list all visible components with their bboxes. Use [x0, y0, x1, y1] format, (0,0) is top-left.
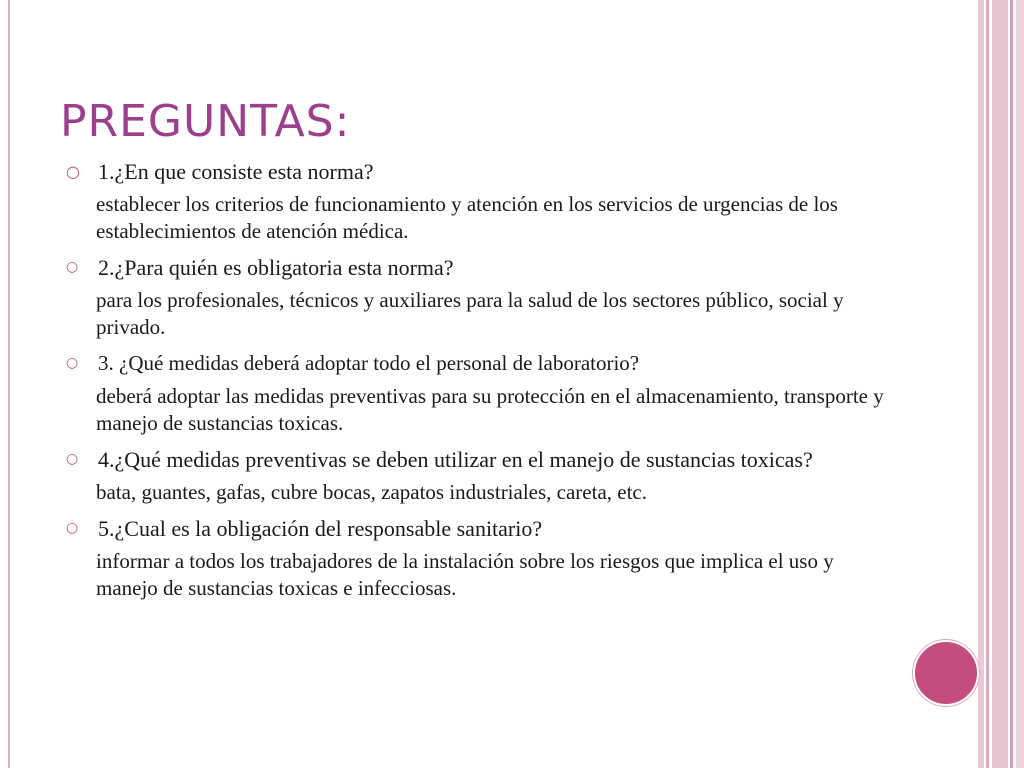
slide-title: PREGUNTAS: — [60, 96, 351, 147]
question-3 — [62, 350, 892, 377]
bullet-circle-icon: ○ — [66, 162, 80, 181]
answer-5: informar a todos los trabajadores de la instalación sobre los riesgos que implica el uso y manejo de sustancias toxicas e infecciosas. — [96, 549, 834, 600]
question-2 — [62, 254, 892, 281]
bullet-circle-icon: ○ — [66, 355, 79, 371]
question-text: 3. ¿Qué medidas deberá adoptar todo el personal de laboratorio? — [98, 351, 640, 375]
question-1 — [62, 158, 892, 185]
bullet-circle-icon: ○ — [66, 520, 79, 536]
answer-4: bata, guantes, gafas, cubre bocas, zapatos industriales, careta, etc. — [96, 480, 648, 504]
answer-3: deberá adoptar las medidas preventivas para su protección en el almacenamiento, transporte y manejo de sustancias toxicas. — [96, 384, 884, 435]
decorative-circle — [913, 640, 979, 706]
bullet-circle-icon: ○ — [66, 451, 79, 467]
answer-2: para los profesionales, técnicos y auxiliares para la salud de los sectores público, social y privado. — [96, 288, 844, 339]
question-4 — [62, 446, 892, 473]
left-frame-line — [8, 0, 10, 768]
question-text: 1.¿En que consiste esta norma? — [98, 159, 374, 184]
question-text: 5.¿Cual es la obligación del responsable sanitario? — [98, 516, 543, 541]
question-text: 2.¿Para quién es obligatoria esta norma? — [98, 255, 454, 280]
question-text: 4.¿Qué medidas preventivas se deben utilizar en el manejo de sustancias toxicas? — [98, 447, 813, 472]
qa-list — [62, 158, 892, 611]
answer-1: establecer los criterios de funcionamiento y atención en los servicios de urgencias de los establecimientos de atención médica. — [96, 192, 838, 243]
right-frame-stripes — [978, 0, 1024, 768]
question-5 — [62, 515, 892, 542]
bullet-circle-icon: ○ — [66, 259, 79, 275]
